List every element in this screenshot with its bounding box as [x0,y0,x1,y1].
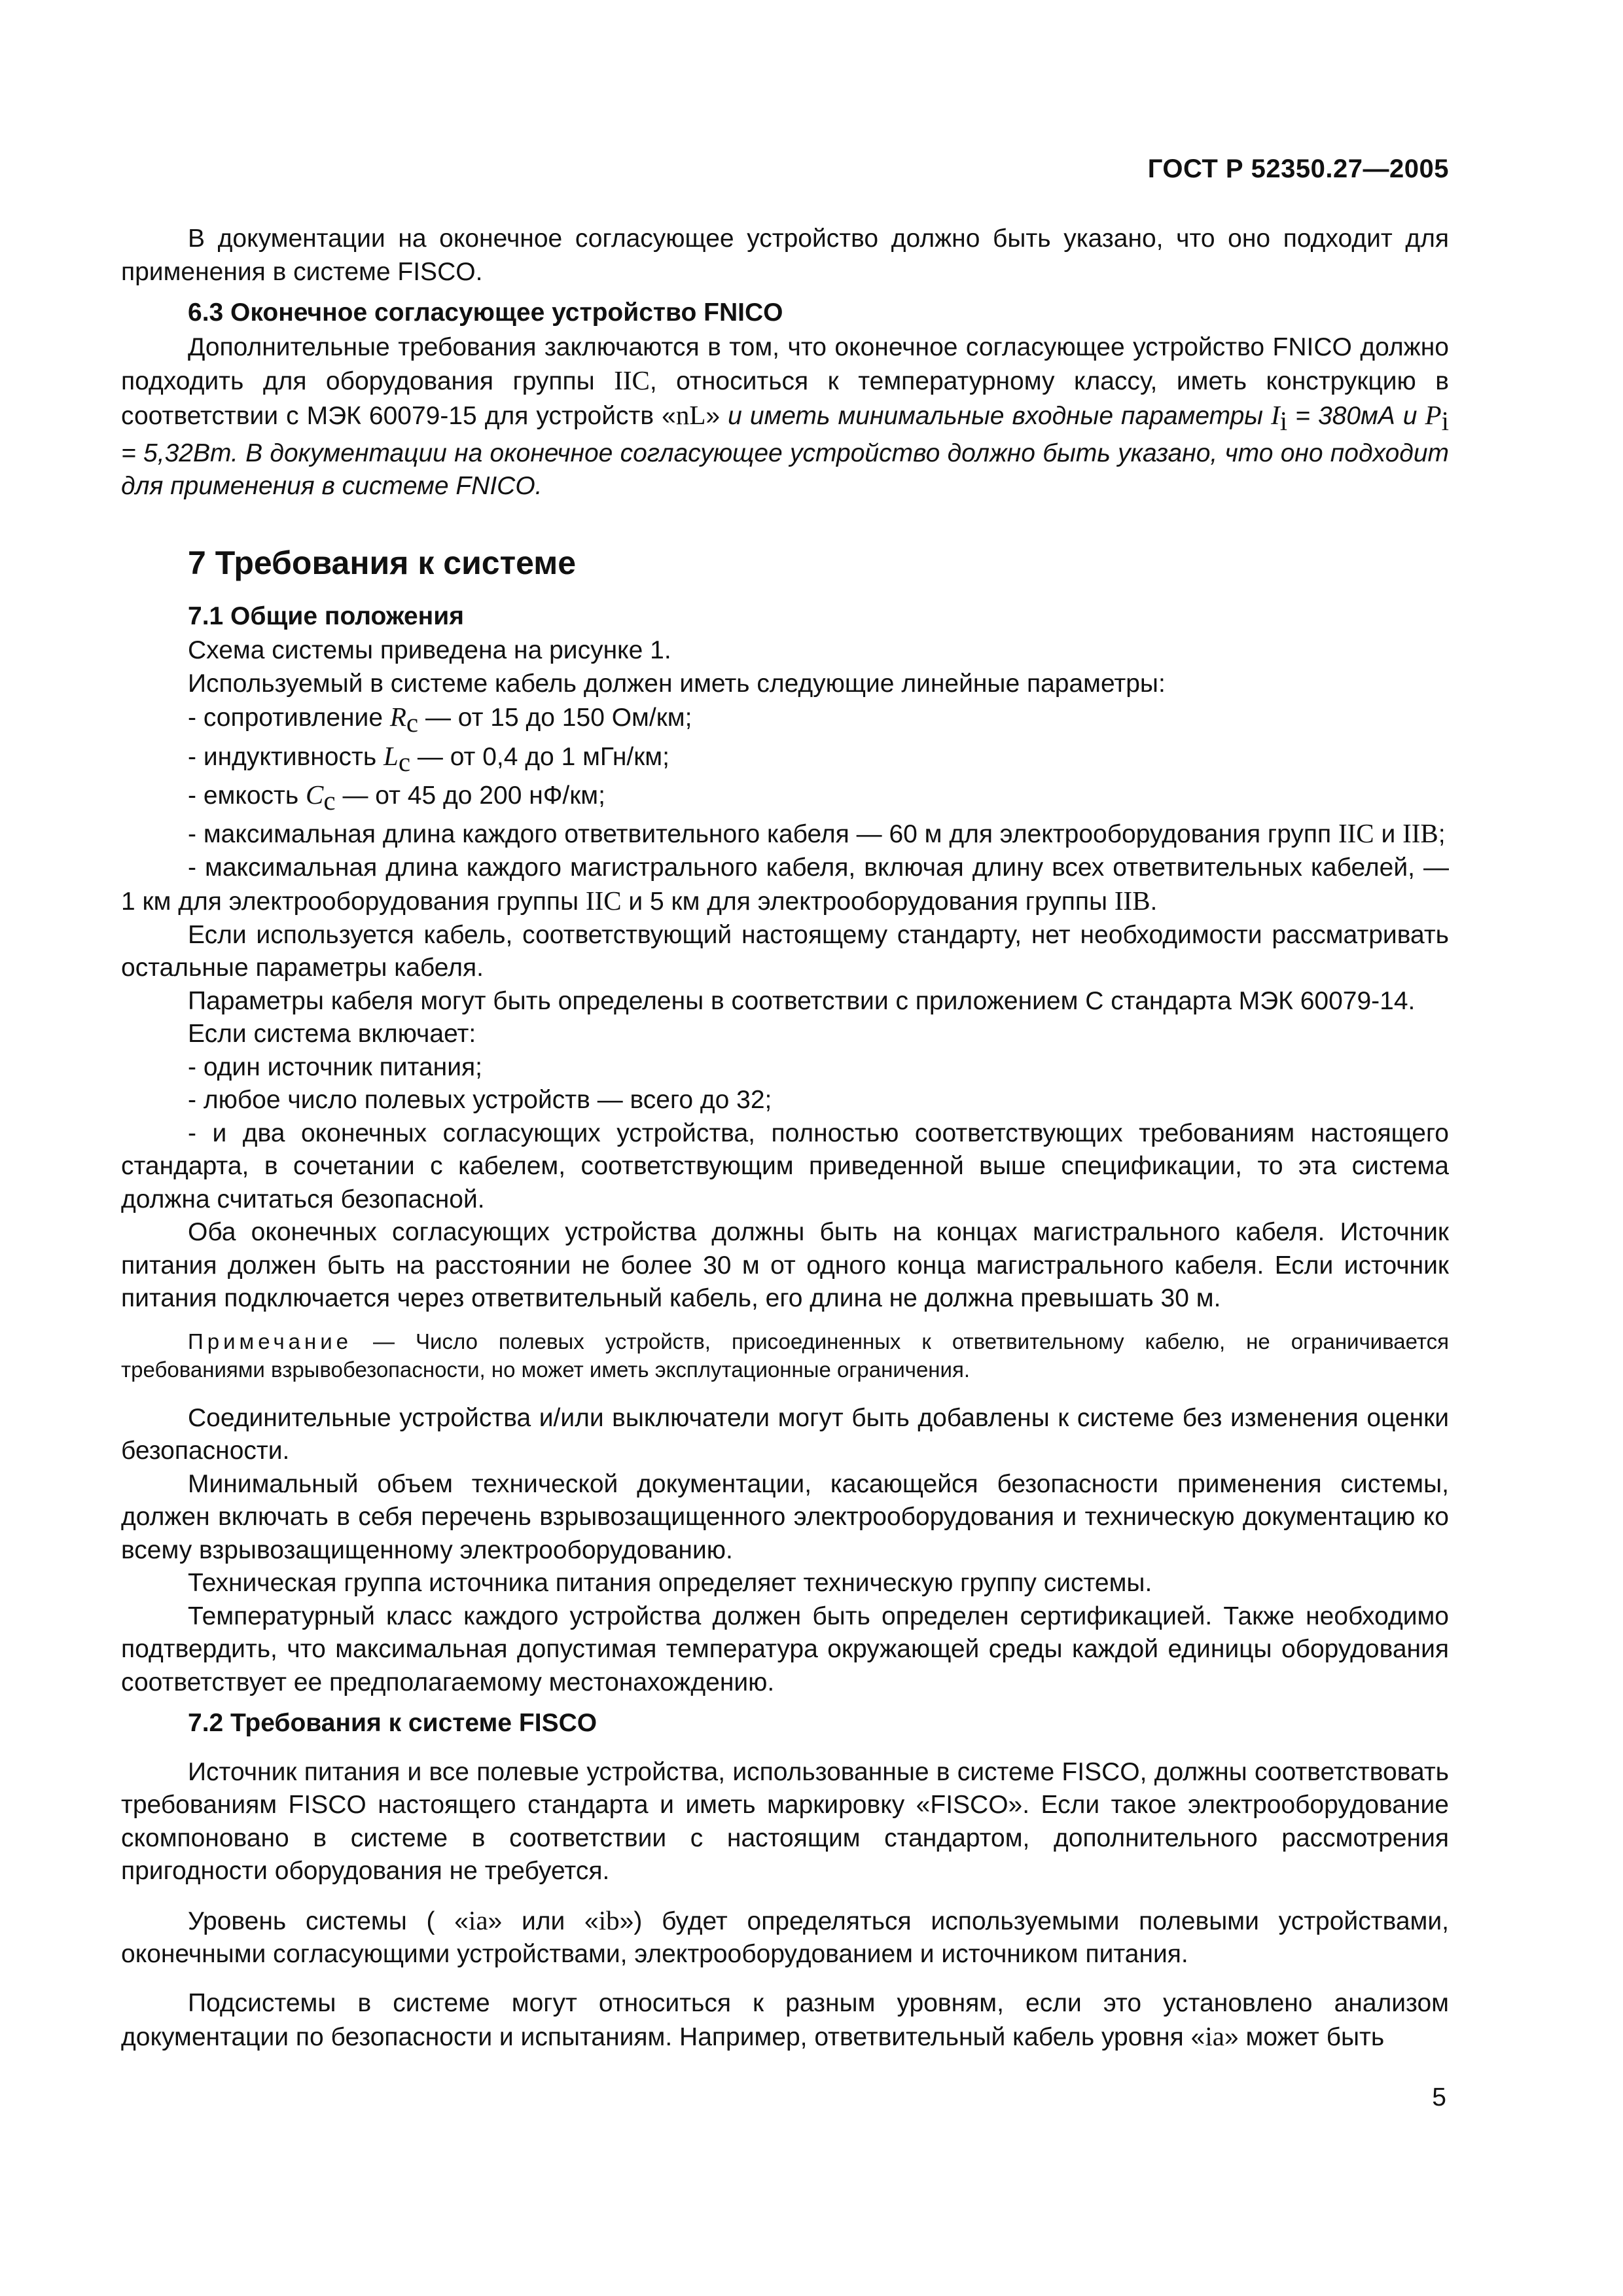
list-item-trunk-length: - максимальная длина каждого магистрального кабеля, включая длину всех ответвительных кабелей, — 1 км для электрооборудования группы IIC и 5 км для электрооборудования группы IIB. [121,853,1449,916]
paragraph-fisco-documentation: В документации на оконечное согласующее устройство должно быть указано, что оно подходит для применения в системе FISCO. [121,224,1449,286]
paragraph-connectors: Соединительные устройства и/или выключатели могут быть добавлены к системе без изменения оценки безопасности. [121,1403,1449,1465]
paragraph-fnico-requirements: Дополнительные требования заключаются в том, что оконечное согласующее устройство FNICO должно подходить для оборудования группы IIC, относиться к температурному классу, иметь конструкцию в соответствии с МЭК 60079-15 для устройств «nL» и иметь минимальные входные параметры $I_i = 380мА$ и $P_i = 5,32Вт$. В документации на оконечное согласующее устройство должно быть указано, что оно подходит для применения в системе FNICO. [121,332,1449,501]
note-text: — Число полевых устройств, присоединенных к ответвительному кабелю, не ограничивается требованиями взрывобезопасности, но может иметь эксплутационные ограничения. [121,1329,1449,1382]
paragraph-cable-parameters: Используемый в системе кабель должен иметь следующие линейные параметры: [188,669,1166,698]
paragraph-cable-iec: Параметры кабеля могут быть определены в соответствии с приложением С стандарта МЭК 60079-14. [188,986,1416,1015]
paragraph-temperature-class: Температурный класс каждого устройства должен быть определен сертификацией. Также необходимо подтвердить, что максимальная допустимая температура окружающей среды каждой единицы оборудования соответствует ее предполагаемому местонахождению. [121,1602,1449,1696]
section-heading-7: 7 Требования к системе [188,544,577,581]
paragraph-min-documentation: Минимальный объем технической документации, касающейся безопасности применения системы, должен включать в себя перечень взрывозащищенного электрооборудования и техническую документацию ко всему взрывозащищенному электрооборудованию. [121,1469,1449,1564]
paragraph-system-level: Уровень системы ( «ia» или «ib») будет определяться используемыми полевыми устройствами, оконечными согласующими устройствами, электрооборудованием и источником питания. [121,1905,1449,1969]
list-item-one-power-source: - один источник питания; [188,1052,482,1081]
list-item-capacitance: - емкость $C_c$ — от 45 до 200 нФ/км; [188,779,605,816]
note-label: Примечание [188,1329,353,1354]
list-item-spur-length: - максимальная длина каждого ответвительного кабеля — 60 м для электрооборудования групп IIC и IIB; [188,818,1446,849]
subsection-heading-6-3: 6.3 Оконечное согласующее устройство FNICO [188,298,783,327]
paragraph-subsystems: Подсистемы в системе могут относиться к разным уровням, если это установлено анализом документации по безопасности и испытаниям. Например, ответвительный кабель уровня «ia» может быть [121,1988,1449,2052]
paragraph-technical-group: Техническая группа источника питания определяет техническую группу системы. [188,1569,1152,1598]
list-item-inductance: - индуктивность $L_c$ — от 0,4 до 1 мГн/км; [188,740,669,777]
page-number: 5 [1432,2083,1446,2111]
list-item-resistance: - сопротивление $R_c$ — от 15 до 150 Ом/км; [188,702,692,738]
list-item-field-devices: - любое число полевых устройств — всего до 32; [188,1086,772,1115]
subsection-heading-7-2: 7.2 Требования к системе FISCO [188,1709,597,1738]
paragraph-system-includes: Если система включает: [188,1020,476,1049]
subsection-heading-7-1: 7.1 Общие положения [188,601,464,630]
standard-number-header: ГОСТ Р 52350.27—2005 [1147,154,1449,183]
list-item-two-terminators: - и два оконечных согласующих устройства, полностью соответствующих требованиям настоящего стандарта, в сочетании с кабелем, соответствующим приведенной выше спецификации, то эта система должна считаться безопасной. [121,1119,1449,1213]
note-field-devices [121,1327,1449,1384]
paragraph-fisco-marking: Источник питания и все полевые устройства, использованные в системе FISCO, должны соответствовать требованиям FISCO настоящего стандарта и иметь маркировку «FISCO». Если такое электрооборудование скомпоновано в системе в соответствии с настоящим стандартом, дополнительного рассмотрения пригодности оборудования не требуется. [121,1757,1449,1886]
document-body [121,223,1449,2054]
paragraph-cable-compliance: Если используется кабель, соответствующий настоящему стандарту, нет необходимости рассматривать остальные параметры кабеля. [121,920,1449,982]
paragraph-system-diagram: Схема системы приведена на рисунке 1. [188,636,671,665]
paragraph-terminator-placement: Оба оконечных согласующих устройства должны быть на концах магистрального кабеля. Источник питания должен быть на расстоянии не более 30 м от одного конца магистрального кабеля. Если источник питания подключается через ответвительный кабель, его длина не должна превышать 30 м. [121,1218,1449,1313]
